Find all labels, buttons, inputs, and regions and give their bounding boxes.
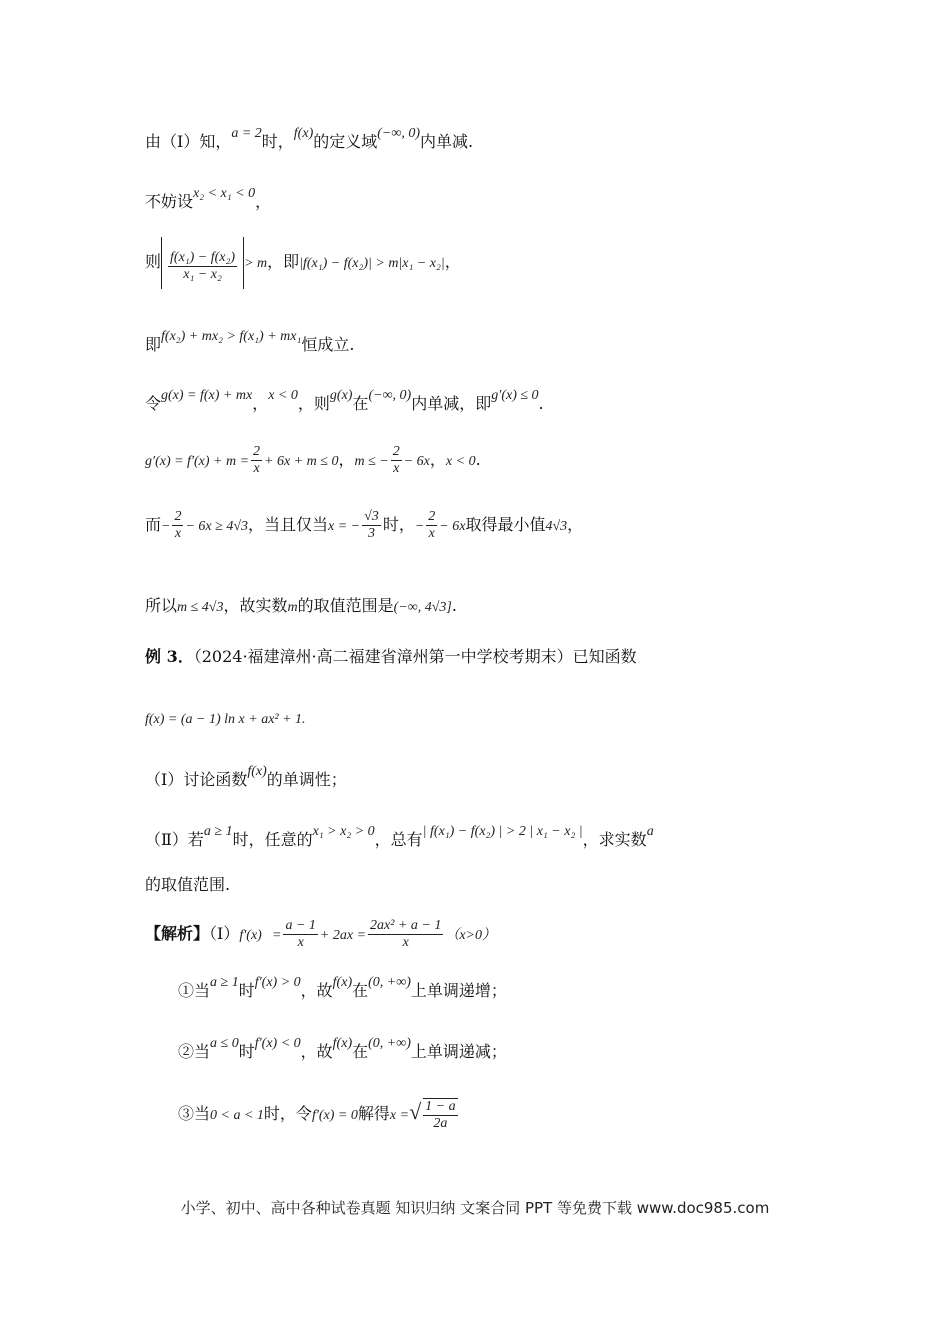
solution-heading: 【解析】（Ⅰ）f′(x) = $\frac{a - 1}{x}$ + 2ax = $\frac{\text{2ax² + a − 1}}{x}$ （x>0）	[145, 918, 497, 950]
math: 0 < a < 1	[210, 1108, 264, 1123]
fraction: $\frac{\text{f(x₁) − f(x₂)}}{\text{x₁ − x₂}}$	[170, 249, 236, 282]
solution-label: 【解析】	[145, 924, 210, 943]
math: (0, +∞)	[368, 1036, 411, 1051]
line-8: 所以m ≤ 4√3，故实数m的取值范围是(−∞, 4√3].	[145, 596, 457, 615]
math: x < 0	[445, 454, 476, 469]
math: x < 0	[268, 388, 298, 403]
math: g′(x) = f′(x) + m =	[145, 454, 250, 469]
math: f′(x)	[239, 928, 262, 943]
function-definition	[145, 707, 910, 731]
example-label: 例 3．	[145, 647, 194, 666]
math: x = −	[328, 519, 361, 534]
example-heading: 例 3．（2024·福建漳州·高二福建省漳州第一中学校考期末）已知函数	[145, 647, 637, 666]
math: − 6x ≥ 4√3	[185, 519, 248, 534]
math: m	[287, 600, 298, 615]
math: (0, +∞)	[368, 975, 411, 990]
math: (−∞, 4√3]	[393, 600, 452, 615]
fraction: $\frac{√3}{3}$	[364, 509, 379, 541]
math: + 6x + m ≤ 0	[264, 454, 339, 469]
math: x₁ > x₂ > 0	[312, 824, 375, 839]
math: g′(x) ≤ 0	[491, 388, 539, 403]
case-3: ③当0 < a < 1时，令f′(x) = 0解得x =√ $\frac{1 - a}{2a}$	[178, 1098, 456, 1131]
case-1: ①当a ≥ 1时f′(x) > 0，故f(x)在(0, +∞)上单调递增；	[178, 975, 507, 1000]
math: a	[646, 824, 654, 839]
line-4: 即f(x₂) + mx₂ > f(x₁) + mx₁恒成立.	[145, 329, 355, 354]
sqrt-icon: √	[409, 1099, 422, 1124]
line-1: 由（Ⅰ）知，a = 2时，f(x)的定义域(−∞, 0)内单减.	[145, 126, 474, 151]
math: m ≤ −	[354, 454, 389, 469]
math: f′(x) < 0	[254, 1036, 301, 1051]
footer: 小学、初中、高中各种试卷真题 知识归纳 文案合同 PPT 等免费下载 www.doc985.com	[180, 1199, 770, 1217]
fraction: $\frac{2}{x}$	[392, 444, 400, 476]
fraction: $\frac{2}{x}$	[428, 509, 436, 541]
math: + 2ax =	[319, 928, 367, 943]
question-1: （Ⅰ）讨论函数f(x)的单调性；	[145, 764, 347, 789]
math: a ≥ 1	[210, 975, 239, 990]
math: (−∞, 0)	[368, 388, 412, 403]
math: > m	[244, 256, 268, 271]
fraction: $\frac{a - 1}{x}$	[285, 918, 316, 950]
fraction: $\frac{\text{2ax² + a − 1}}{x}$	[370, 918, 442, 950]
math: −	[161, 519, 171, 534]
line-3: 则 $\frac{\text{f(x₁) − f(x₂)}}{\text{x₁ − x₂}}$ > m，即|f(x₁) − f(x₂)| > m|x₁ − x₂|，	[145, 236, 910, 290]
absolute-value	[161, 237, 244, 289]
math: f′(x) > 0	[254, 975, 301, 990]
math: a = 2	[231, 126, 262, 141]
math: g(x) = f(x) + mx	[161, 388, 253, 403]
math: x₂ < x₁ < 0	[193, 186, 256, 201]
math: f(x)	[332, 1036, 353, 1051]
math: −	[414, 519, 425, 534]
math: | f(x₁) − f(x₂) | > 2 | x₁ − x₂ |	[422, 824, 583, 839]
case-2: ②当a ≤ 0时f′(x) < 0，故f(x)在(0, +∞)上单调递减；	[178, 1036, 507, 1061]
math: |f(x₁) − f(x₂)| > m|x₁ − x₂|	[299, 256, 445, 271]
line-7: 而− $\frac{2}{x}$ − 6x ≥ 4√3，当且仅当x = − $\frac{√3}{3}$ 时，− $\frac{2}{x}$ − 6x取得最小值4√3，	[145, 509, 584, 541]
math: (−∞, 0)	[377, 126, 421, 141]
math: 4√3	[545, 519, 568, 534]
math: a ≥ 1	[203, 824, 233, 839]
math: m ≤ 4√3	[177, 600, 224, 615]
math: f(x)	[293, 126, 314, 141]
math: f′(x) = 0	[311, 1108, 358, 1123]
line-6: g′(x) = f′(x) + m = $\frac{2}{x}$ + 6x + m ≤ 0，m ≤ − $\frac{2}{x}$ − 6x，x < 0.	[145, 444, 481, 476]
line-2: 不妨设x₂ < x₁ < 0，	[145, 186, 272, 211]
math: f(x)	[332, 975, 353, 990]
math: f(x)	[247, 764, 267, 779]
math: − 6x	[403, 454, 430, 469]
math: − 6x	[439, 519, 466, 534]
line-5: 令g(x) = f(x) + mx，x < 0，则g(x)在(−∞, 0)内单减，即g′(x) ≤ 0.	[145, 388, 544, 413]
question-2: （Ⅱ）若a ≥ 1时，任意的x₁ > x₂ > 0，总有| f(x₁) − f(x₂) | > 2 | x₁ − x₂ |，求实数a	[145, 824, 654, 849]
math: x =	[389, 1108, 410, 1123]
math: （x>0）	[445, 928, 497, 943]
math: a ≤ 0	[210, 1036, 239, 1051]
question-2-cont: 的取值范围.	[145, 875, 231, 894]
fraction: $\frac{1 - a}{2a}$	[425, 1098, 456, 1131]
math: f(x₂) + mx₂ > f(x₁) + mx₁	[161, 329, 302, 344]
math: =	[272, 928, 282, 943]
fraction: $\frac{2}{x}$	[253, 444, 261, 476]
math: g(x)	[329, 388, 353, 403]
math: f(x) = (a − 1) ln x + ax² + 1.	[145, 712, 306, 727]
fraction: $\frac{2}{x}$	[174, 509, 182, 541]
